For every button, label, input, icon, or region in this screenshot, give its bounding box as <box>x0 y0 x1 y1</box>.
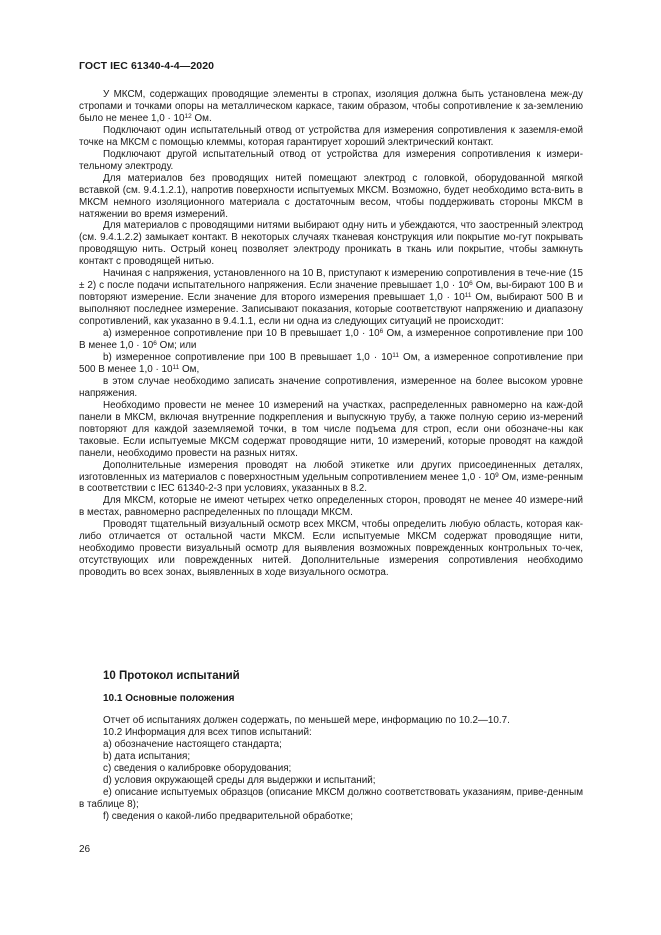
paragraph: Отчет об испытаниях должен содержать, по меньшей мере, информацию по 10.2—10.7. <box>103 715 510 726</box>
paragraph: Необходимо провести не менее 10 измерений на участках, распределенных равномерно на каж-дой панели в МКСМ, включая внутренние подкрепления и выпускную трубу, а также полную серию из-мерений повторяют для каждой заземляемой точки, в том числе подъема для строп, если они обозначе-ны как таковые. Если испытуемые МКСМ содержат проводящие нити, 10 измерений, которые проводят на каждой панели, необходимо провести на разных нитях. <box>79 399 583 459</box>
paragraph: Для МКСМ, которые не имеют четырех четко определенных сторон, проводят не менее 40 измере-ний в местах, равномерно распределенных по площади МКСМ. <box>79 495 583 519</box>
document-header: ГОСТ IEC 61340-4-4—2020 <box>79 60 215 72</box>
paragraph: Для материалов с проводящими нитями выбирают одну нить и убеждаются, что заостренный электрод (см. 9.4.1.2.2) замыкает контакт. В некоторых случаях тканевая конструкция или покрытие мо-гут покрывать проводящую нить. Острый конец позволяет электроду проникать в ткань или покрытие, чтобы замкнуть контакт с проводящей нитью. <box>79 220 583 268</box>
body-text <box>79 89 583 579</box>
section-body <box>79 715 583 823</box>
paragraph: Проводят тщательный визуальный осмотр всех МКСМ, чтобы определить любую область, которая как-либо отличается от остальной части МКСМ. Если испытуемые МКСМ содержат проводящие нити, необходимо провести визуальный осмотр для выявления возможных поврежденных контрольных то-чек, отсутствующих или поврежденных нитей. Дополнительные измерения сопротивления необходимо проводить во всех зонах, выявленных в ходе визуального осмотра. <box>79 519 583 579</box>
list-item: a) обозначение настоящего стандарта; <box>103 738 282 750</box>
paragraph: Дополнительные измерения проводят на любой этикетке или других присоединенных деталях, изготовленных из материалов с поверхностным удельным сопротивлением менее $1,0 \cdot 10^9$ Ом, изме-ренным в соответствии с IEC 61340-2-3 при условиях, указанных в 8.2. <box>79 459 583 495</box>
paragraph: 10.2 Информация для всех типов испытаний: <box>103 726 312 738</box>
list-item: f) сведения о какой-либо предварительной обработке; <box>103 810 354 822</box>
list-item: c) сведения о калибровке оборудования; <box>103 762 292 774</box>
paragraph: Для материалов без проводящих нитей помещают электрод с головкой, оборудованной мягкой вставкой (см. 9.4.1.2.1), напротив поверхности испытуемых МКСМ. Возможно, будет необходимо вста-вить в МКСМ немного изоляционного материала с достаточным весом, чтобы поддерживать стороны МКСМ в натяжении во время измерений. <box>79 172 583 220</box>
list-item: d) условия окружающей среды для выдержки и испытаний; <box>103 774 376 786</box>
paragraph: Подключают другой испытательный отвод от устройства для измерения сопротивления к измери-тельному электроду. <box>79 148 583 172</box>
paragraph: Подключают один испытательный отвод от устройства для измерения сопротивления к заземля-емой точке на МКСМ с помощью клеммы, которая гарантирует хороший электрический контакт. <box>79 124 583 148</box>
paragraph: У МКСМ, содержащих проводящие элементы в стропах, изоляция должна быть установлена меж-ду стропами и точками опоры на металлическом каркасе, таким образом, чтобы сопротивление к за-землению было не менее $1,0 \cdot 10^{12}$ Ом. <box>79 89 583 124</box>
subsection-heading: 10.1 Основные положения <box>103 693 235 704</box>
page-number: 26 <box>79 844 91 855</box>
list-item: b) измеренное сопротивление при 100 В превышает $1,0 \cdot 10^{11}$ Ом, а измеренное сопротивление при 500 В менее $1,0 \cdot 10^{11}$ Ом, <box>79 351 583 375</box>
paragraph: в этом случае необходимо записать значение сопротивления, измеренное на более высоком уровне напряжения. <box>79 375 583 399</box>
list-item: а) измеренное сопротивление при 10 В превышает $1,0 \cdot 10^6$ Ом, а измеренное сопротивление при 100 В менее $1,0 \cdot 10^6$ Ом; или <box>79 328 583 352</box>
paragraph: Начиная с напряжения, установленного на 10 В, приступают к измерению сопротивления в тече-ние (15 ± 2) с после подачи испытательного напряжения. Если значение превышает $1,0 \cdot 10^6$ Ом, вы-бирают 100 В и повторяют измерение. Если значение для второго измерения превышает $1,0 \cdot 10^{11}$ Ом, выбирают 500 В и выполняют последнее измерение. Записывают показания, которые соответствуют напряжению и диапазону сопротивлений, как указанно в 9.4.1.1, если ни одна из следующих ситуаций не происходит: <box>79 268 583 328</box>
list-item: b) дата испытания; <box>103 750 191 762</box>
section-heading: 10 Протокол испытаний <box>103 670 240 682</box>
list-item: e) описание испытуемых образцов (описание МКСМ должно соответствовать указаниям, приве-денным в таблице 8); <box>79 786 583 810</box>
